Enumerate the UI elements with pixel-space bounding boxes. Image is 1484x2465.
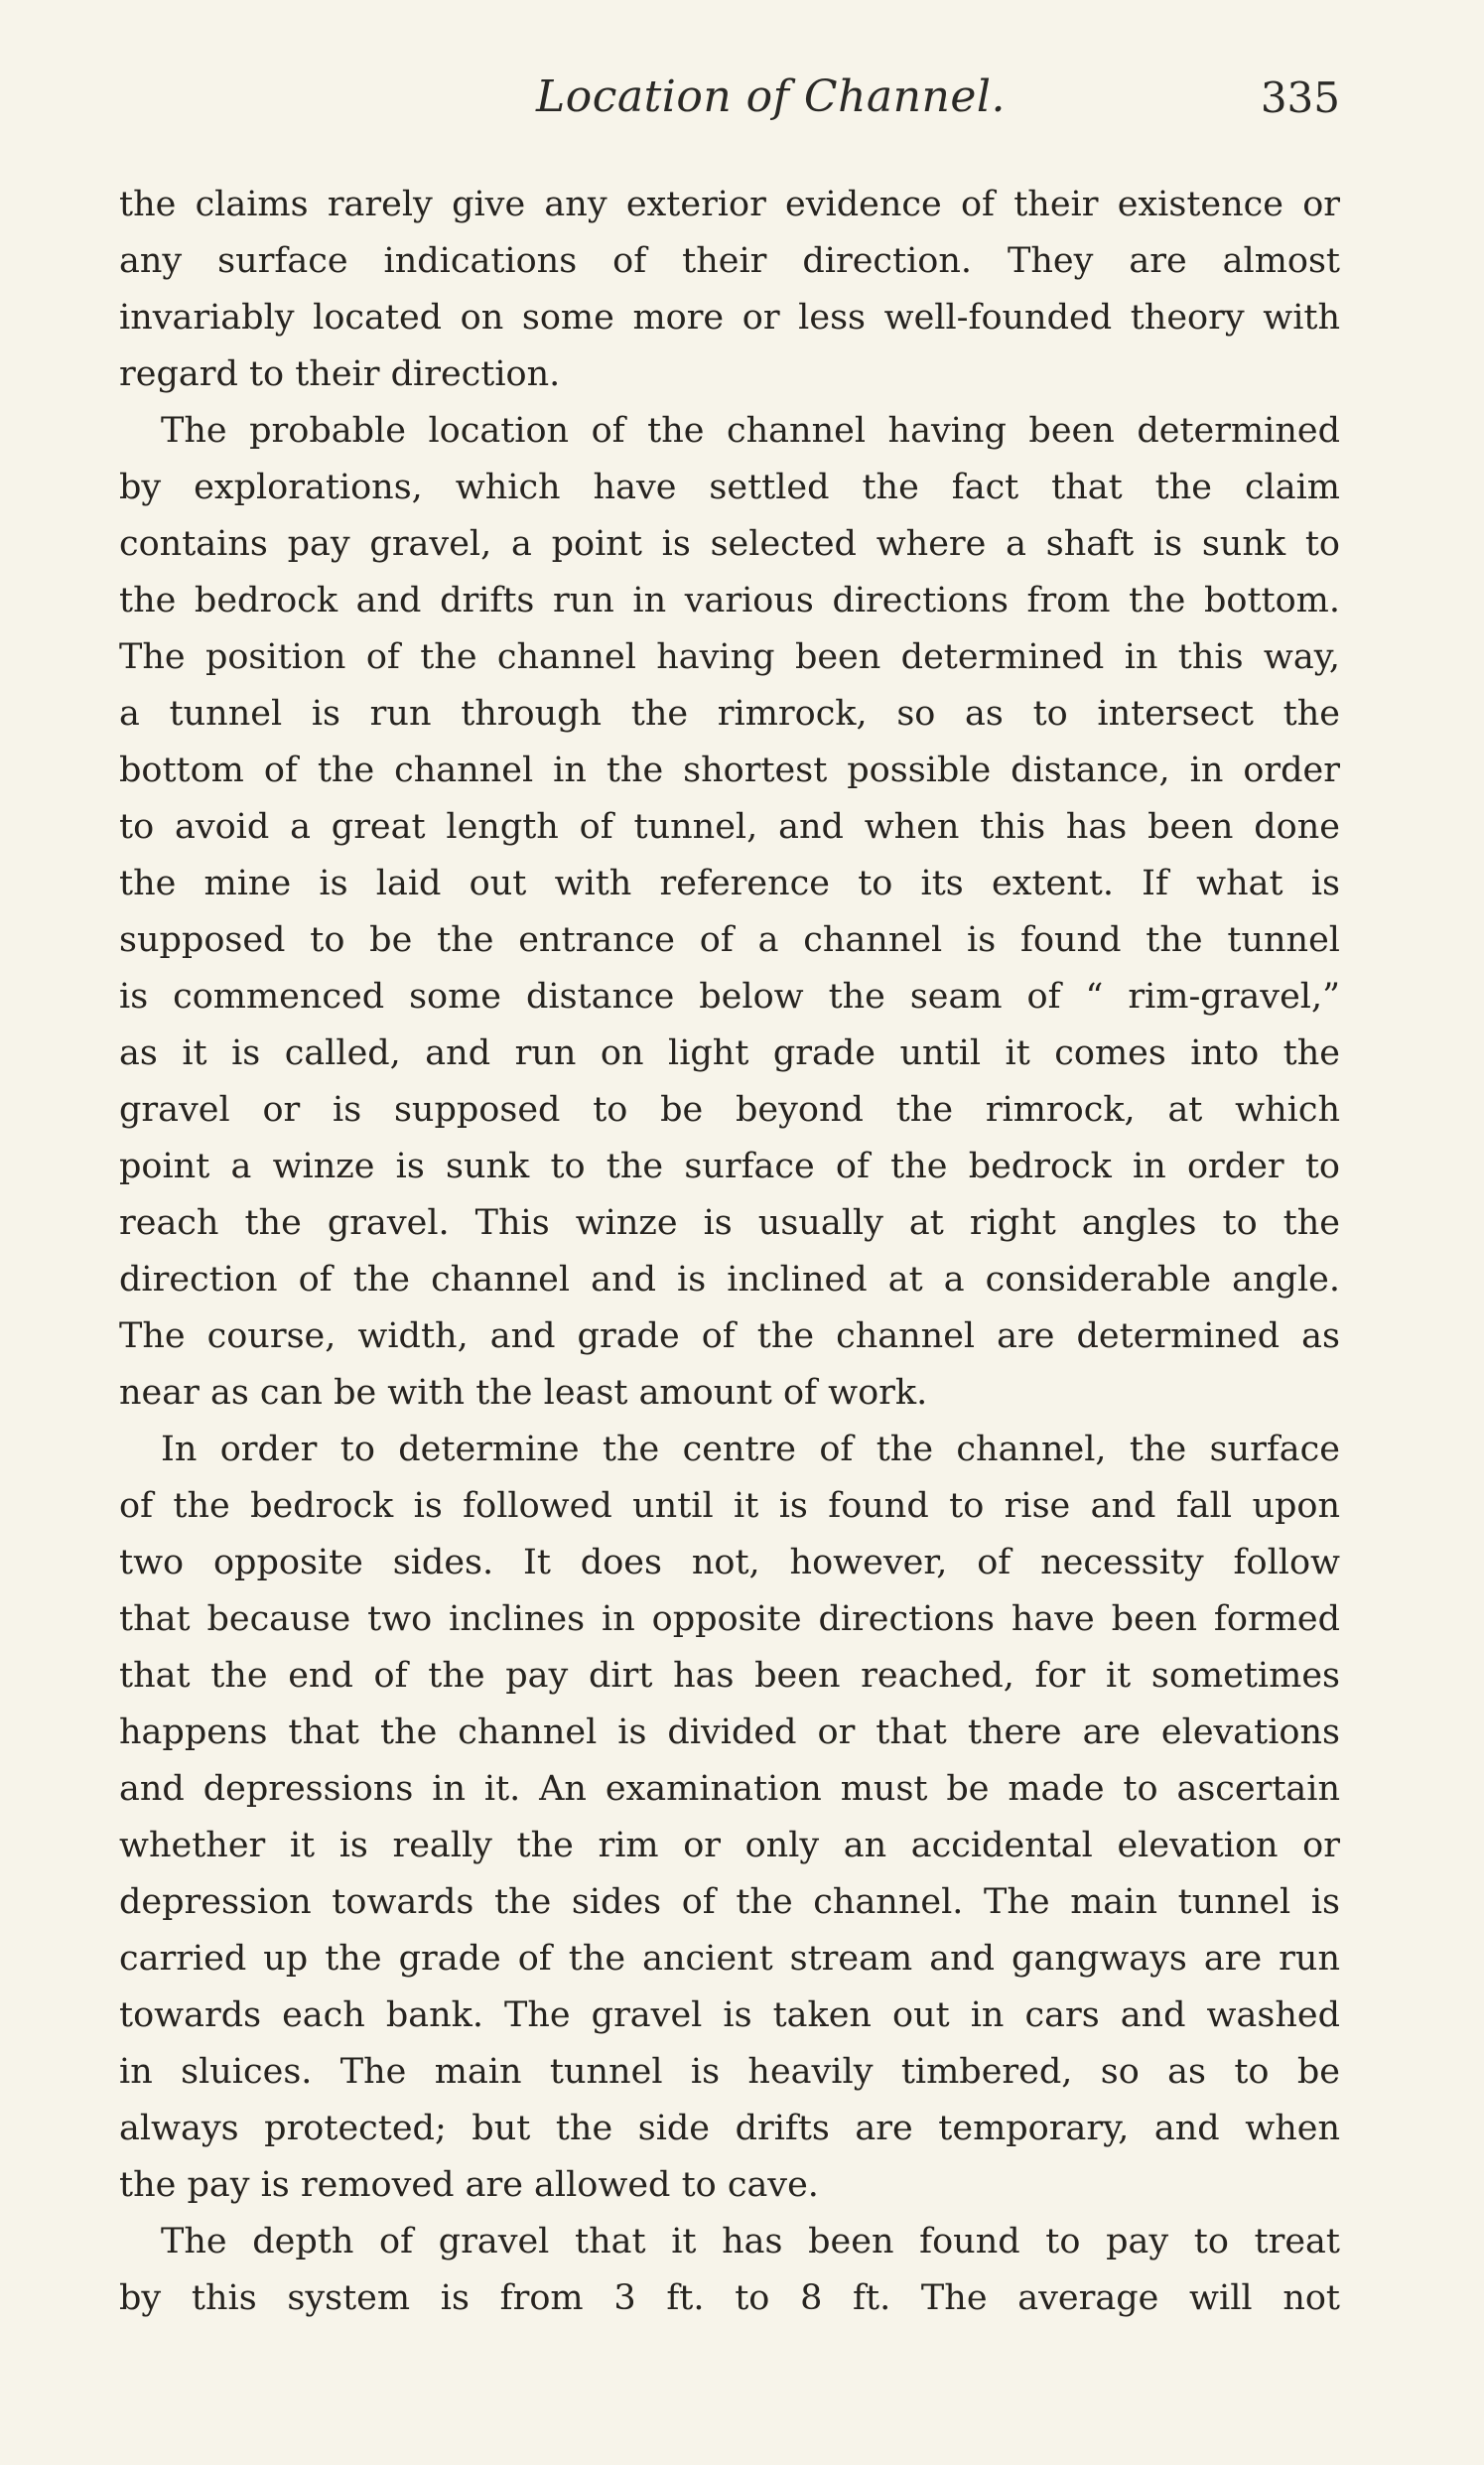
text-line: the claims rarely give any exterior evidence of their existence or [119,185,1340,224]
text-line: whether it is really the rim or only an accidental elevation or [119,1826,1340,1865]
body-text [119,177,1340,2327]
text-line: as it is called, and run on light grade until it comes into the [119,1033,1340,1073]
text-line: direction of the channel and is inclined at a considerable angle. [119,1260,1340,1300]
text-line: the pay is removed are allowed to cave. [119,2165,819,2205]
text-line: a tunnel is run through the rimrock, so as to intersect the [119,694,1340,734]
paragraph-first-line: In order to determine the centre of the channel, the surface [161,1430,1340,1469]
text-line: to avoid a great length of tunnel, and when this has been done [119,807,1340,847]
text-line: bottom of the channel in the shortest possible distance, in order [119,751,1340,790]
text-line: regard to their direction. [119,354,561,394]
text-line: and depressions in it. An examination must be made to ascertain [119,1769,1340,1809]
paragraph-first-line: The depth of gravel that it has been found to pay to treat [161,2222,1340,2261]
text-line: by explorations, which have settled the fact that the claim [119,468,1340,507]
text-line: reach the gravel. This winze is usually at right angles to the [119,1203,1340,1243]
text-line: supposed to be the entrance of a channel is found the tunnel [119,920,1340,960]
text-line: gravel or is supposed to be beyond the rimrock, at which [119,1090,1340,1130]
text-line: near as can be with the least amount of work. [119,1373,928,1413]
paragraph-first-line: The probable location of the channel having been determined [161,411,1340,451]
running-head [119,71,1340,141]
text-line: the bedrock and drifts run in various directions from the bottom. [119,581,1340,620]
text-line: depression towards the sides of the channel. The main tunnel is [119,1882,1340,1922]
text-line: in sluices. The main tunnel is heavily timbered, so as to be [119,2052,1340,2092]
text-line: always protected; but the side drifts are temporary, and when [119,2109,1340,2148]
page-number: 335 [1260,73,1340,122]
text-line: point a winze is sunk to the surface of the bedrock in order to [119,1147,1340,1186]
text-line: The position of the channel having been determined in this way, [119,637,1340,677]
text-line: that the end of the pay dirt has been reached, for it sometimes [119,1656,1340,1696]
text-line: The course, width, and grade of the channel are determined as [119,1316,1340,1356]
text-line: contains pay gravel, a point is selected where a shaft is sunk to [119,524,1340,564]
text-line: by this system is from 3 ft. to 8 ft. The average will not [119,2278,1340,2318]
running-title: Location of Channel. [536,71,1006,122]
text-line: invariably located on some more or less well-founded theory with [119,298,1340,338]
text-line: happens that the channel is divided or that there are elevations [119,1712,1340,1752]
text-line: carried up the grade of the ancient stream and gangways are run [119,1939,1340,1979]
text-line: towards each bank. The gravel is taken out in cars and washed [119,1995,1340,2035]
text-line: the mine is laid out with reference to its extent. If what is [119,864,1340,903]
text-line: is commenced some distance below the seam of “ rim-gravel,” [119,977,1340,1017]
text-line: of the bedrock is followed until it is found to rise and fall upon [119,1486,1340,1526]
text-line: any surface indications of their direction. They are almost [119,241,1340,281]
text-line: that because two inclines in opposite directions have been formed [119,1599,1340,1639]
text-line: two opposite sides. It does not, however, of necessity follow [119,1543,1340,1582]
